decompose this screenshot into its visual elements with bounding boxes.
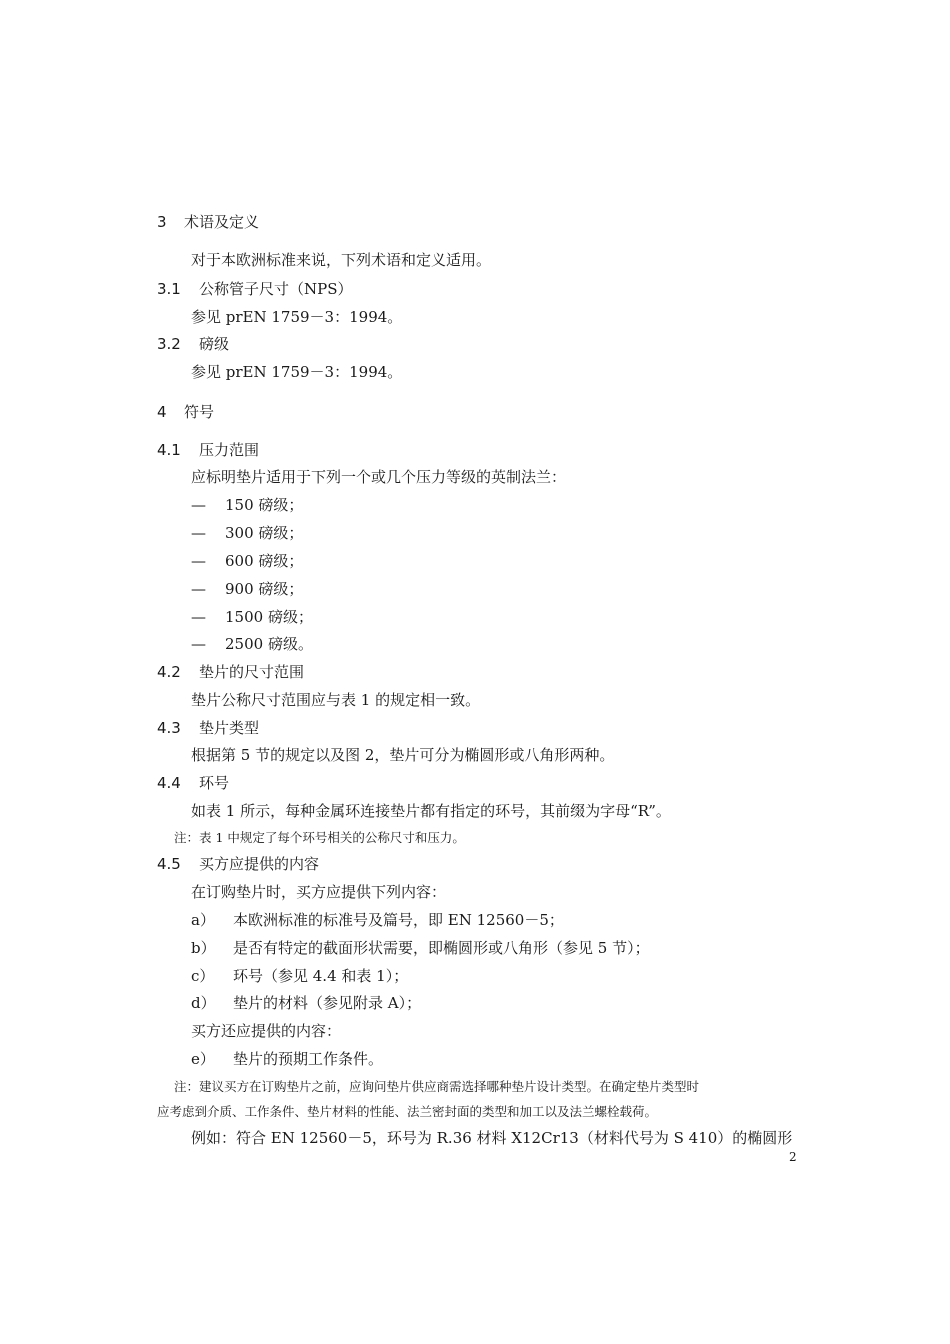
section-number: 3.2 xyxy=(157,335,181,353)
section-number: 4.4 xyxy=(157,774,181,792)
dash-marker: — xyxy=(191,580,206,598)
list-item-label: c） xyxy=(191,967,215,985)
list-item xyxy=(191,551,303,571)
paragraph: 如表 1 所示，每种金属环连接垫片都有指定的环号，其前缀为字母“R”。 xyxy=(191,802,671,820)
dash-marker: — xyxy=(191,496,206,514)
list-item xyxy=(191,966,408,986)
list-item xyxy=(191,1049,383,1069)
section-number: 4.2 xyxy=(157,663,181,681)
section-4-3-heading xyxy=(157,718,259,738)
paragraph: 在订购垫片时，买方应提供下列内容： xyxy=(191,883,447,901)
list-item-text: 是否有特定的截面形状需要，即椭圆形或八角形（参见 5 节）； xyxy=(233,939,650,957)
section-number: 4.1 xyxy=(157,441,181,459)
paragraph: 参见 prEN 1759－3：1994。 xyxy=(191,308,403,326)
list-item-label: a） xyxy=(191,911,215,929)
section-title: 符号 xyxy=(184,403,215,421)
paragraph: 参见 prEN 1759－3：1994。 xyxy=(191,363,403,381)
list-item xyxy=(191,938,650,958)
note: 注：表 1 中规定了每个环号相关的公称尺寸和压力。 xyxy=(174,830,465,845)
section-number: 4 xyxy=(157,403,167,421)
section-title: 垫片的尺寸范围 xyxy=(199,663,305,681)
section-3-heading xyxy=(157,212,259,232)
list-item xyxy=(191,607,313,627)
list-item-label: b） xyxy=(191,939,216,957)
section-title: 磅级 xyxy=(199,335,230,353)
section-title: 压力范围 xyxy=(199,441,260,459)
dash-marker: — xyxy=(191,608,206,626)
list-item xyxy=(191,495,303,515)
section-3-1-heading xyxy=(157,279,353,299)
list-item xyxy=(191,910,564,930)
section-title: 垫片类型 xyxy=(199,719,260,737)
paragraph: 应标明垫片适用于下列一个或几个压力等级的英制法兰： xyxy=(191,468,567,486)
section-number: 3 xyxy=(157,213,167,231)
list-item xyxy=(191,993,421,1013)
paragraph: 例如：符合 EN 12560－5，环号为 R.36 材料 X12Cr13（材料代号为 S 410）的椭圆形 xyxy=(191,1129,793,1147)
list-item xyxy=(191,523,303,543)
section-title: 环号 xyxy=(199,774,230,792)
section-4-heading xyxy=(157,402,214,422)
page-number: 2 xyxy=(789,1150,797,1164)
section-number: 4.5 xyxy=(157,855,181,873)
list-item-text: 600 磅级； xyxy=(225,552,304,570)
section-title: 买方应提供的内容 xyxy=(199,855,320,873)
list-item-label: d） xyxy=(191,994,216,1012)
section-title: 公称管子尺寸（NPS） xyxy=(199,280,353,298)
list-item xyxy=(191,579,303,599)
section-3-2-heading xyxy=(157,334,229,354)
list-item-text: 2500 磅级。 xyxy=(225,635,313,653)
section-4-2-heading xyxy=(157,662,304,682)
list-item-text: 本欧洲标准的标准号及篇号，即 EN 12560－5； xyxy=(233,911,564,929)
note: 注：建议买方在订购垫片之前，应询问垫片供应商需选择哪种垫片设计类型。在确定垫片类型时 xyxy=(174,1079,700,1094)
list-item-text: 1500 磅级； xyxy=(225,608,313,626)
list-item-text: 环号（参见 4.4 和表 1）； xyxy=(233,967,409,985)
paragraph: 根据第 5 节的规定以及图 2，垫片可分为椭圆形或八角形两种。 xyxy=(191,746,615,764)
list-item-text: 垫片的材料（参见附录 A）； xyxy=(233,994,422,1012)
section-title: 术语及定义 xyxy=(184,213,260,231)
section-4-4-heading xyxy=(157,773,229,793)
list-item-text: 150 磅级； xyxy=(225,496,304,514)
paragraph: 垫片公称尺寸范围应与表 1 的规定相一致。 xyxy=(191,691,481,709)
section-4-5-heading xyxy=(157,854,319,874)
list-item xyxy=(191,634,313,654)
paragraph: 买方还应提供的内容： xyxy=(191,1022,342,1040)
list-item-text: 垫片的预期工作条件。 xyxy=(233,1050,384,1068)
dash-marker: — xyxy=(191,524,206,542)
section-number: 3.1 xyxy=(157,280,181,298)
note-continued: 应考虑到介质、工作条件、垫片材料的性能、法兰密封面的类型和加工以及法兰螺栓载荷。 xyxy=(157,1104,658,1119)
section-number: 4.3 xyxy=(157,719,181,737)
paragraph: 对于本欧洲标准来说，下列术语和定义适用。 xyxy=(191,251,492,269)
section-4-1-heading xyxy=(157,440,259,460)
dash-marker: — xyxy=(191,552,206,570)
list-item-label: e） xyxy=(191,1050,215,1068)
dash-marker: — xyxy=(191,635,206,653)
list-item-text: 300 磅级； xyxy=(225,524,304,542)
list-item-text: 900 磅级； xyxy=(225,580,304,598)
